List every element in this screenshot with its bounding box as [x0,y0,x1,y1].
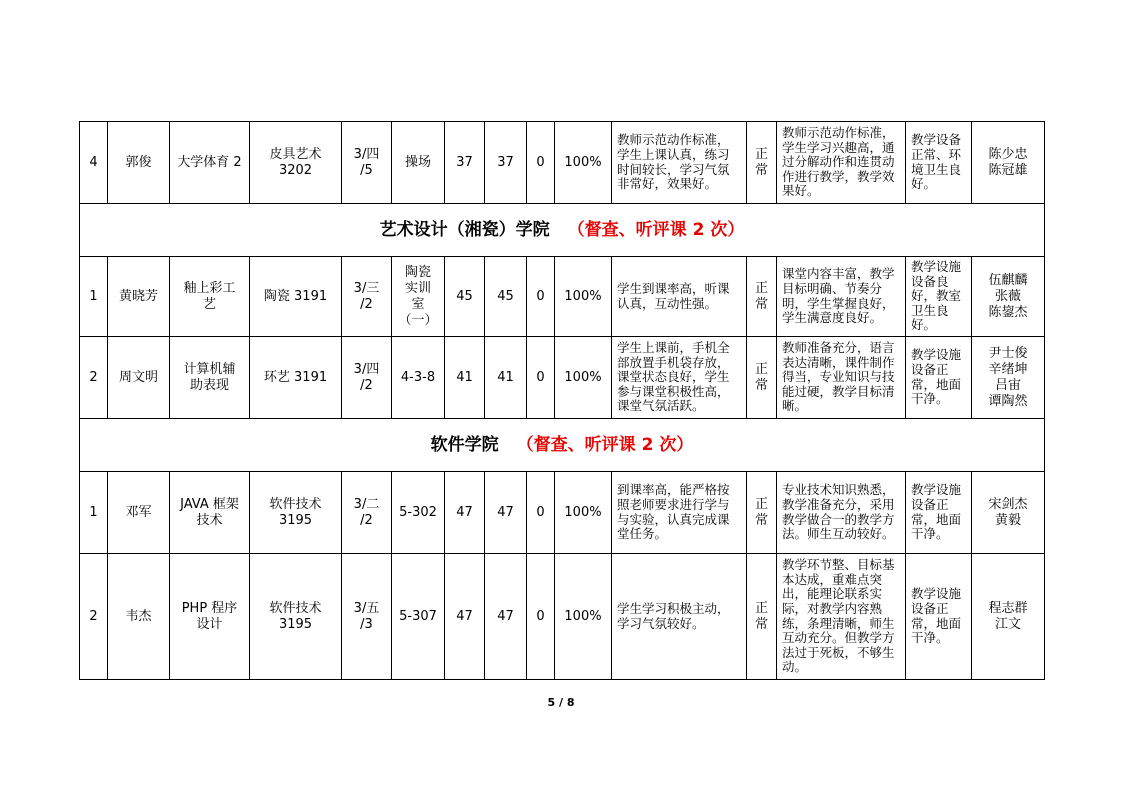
cell-absent: 0 [527,337,555,419]
section-inspection-note: （督查、听评课 2 次） [516,435,694,455]
cell-room: 陶瓷 实训 室 （一） [392,257,445,337]
cell-inspectors: 陈少忠 陈冠雄 [972,122,1045,204]
cell-index: 2 [80,337,108,419]
section-header-row [80,419,1045,472]
cell-attendance-rate: 100% [555,122,612,204]
cell-student-status: 教师示范动作标准，学生上课认真，练习时间较长，学习气氛非常好，效果好。 [612,122,747,204]
cell-absent: 0 [527,554,555,680]
cell-absent: 0 [527,257,555,337]
cell-course: 大学体育 2 [170,122,250,204]
cell-index: 1 [80,472,108,554]
section-college-name: 艺术设计（湘瓷）学院 [379,220,550,240]
cell-course: 计算机辅 助表现 [170,337,250,419]
section-title [80,419,1045,472]
cell-course: JAVA 框架 技术 [170,472,250,554]
table-row [80,257,1045,337]
cell-index: 2 [80,554,108,680]
cell-room: 4-3-8 [392,337,445,419]
cell-enrolled: 47 [445,472,485,554]
cell-index: 4 [80,122,108,204]
cell-inspectors: 程志群 江文 [972,554,1045,680]
inspection-table [79,121,1045,680]
cell-index: 1 [80,257,108,337]
section-title [80,204,1045,257]
cell-class-order: 正 常 [747,337,777,419]
cell-room: 5-302 [392,472,445,554]
cell-teacher: 周文明 [108,337,170,419]
cell-room: 5-307 [392,554,445,680]
cell-teaching-status: 教学环节整、目标基本达成，重难点突出，能理论联系实际，对教学内容熟练，条理清晰，师生互动充分。但教学方法过于死板，不够生动。 [777,554,906,680]
cell-class: 软件技术 3195 [250,554,342,680]
cell-absent: 0 [527,122,555,204]
cell-environment: 教学设施设备正常，地面干净。 [906,337,972,419]
cell-attendance-rate: 100% [555,554,612,680]
cell-environment: 教学设施设备正常，地面干净。 [906,472,972,554]
cell-enrolled: 47 [445,554,485,680]
cell-environment: 教学设备正常、环境卫生良好。 [906,122,972,204]
cell-room: 操场 [392,122,445,204]
cell-student-status: 学生上课前，手机全部放置手机袋存放，课堂状态良好，学生参与课堂积极性高，课堂气氛活跃。 [612,337,747,419]
cell-class: 软件技术 3195 [250,472,342,554]
cell-class-order: 正 常 [747,472,777,554]
cell-student-status: 学生学习积极主动，学习气氛较好。 [612,554,747,680]
cell-attendance-rate: 100% [555,472,612,554]
cell-teacher: 郭俊 [108,122,170,204]
cell-teaching-status: 教师准备充分，语言表达清晰，课件制作得当，专业知识与技能过硬，教学目标清晰。 [777,337,906,419]
cell-inspectors: 宋剑杰 黄毅 [972,472,1045,554]
cell-time: 3/四 /5 [342,122,392,204]
cell-present: 45 [485,257,527,337]
cell-absent: 0 [527,472,555,554]
cell-present: 47 [485,472,527,554]
cell-teacher: 邓军 [108,472,170,554]
cell-time: 3/五 /3 [342,554,392,680]
cell-teaching-status: 专业技术知识熟悉，教学准备充分，采用教学做合一的教学方法。师生互动较好。 [777,472,906,554]
cell-attendance-rate: 100% [555,257,612,337]
cell-class-order: 正 常 [747,554,777,680]
table-row [80,554,1045,680]
cell-course: 釉上彩工 艺 [170,257,250,337]
table-row [80,122,1045,204]
cell-class-order: 正 常 [747,257,777,337]
cell-present: 47 [485,554,527,680]
cell-attendance-rate: 100% [555,337,612,419]
cell-teacher: 韦杰 [108,554,170,680]
cell-class-order: 正 常 [747,122,777,204]
cell-time: 3/三 /2 [342,257,392,337]
cell-class: 皮具艺术 3202 [250,122,342,204]
cell-present: 37 [485,122,527,204]
section-header-row [80,204,1045,257]
cell-student-status: 学生到课率高，听课认真，互动性强。 [612,257,747,337]
cell-class: 环艺 3191 [250,337,342,419]
section-inspection-note: （督查、听评课 2 次） [567,220,745,240]
table-row [80,337,1045,419]
cell-teaching-status: 教师示范动作标准，学生学习兴趣高，通过分解动作和连贯动作进行教学，教学效果好。 [777,122,906,204]
cell-time: 3/四 /2 [342,337,392,419]
cell-teaching-status: 课堂内容丰富，教学目标明确、节奏分明，学生掌握良好，学生满意度良好。 [777,257,906,337]
cell-environment: 教学设施设备正常，地面干净。 [906,554,972,680]
cell-inspectors: 尹士俊 辛绪坤 吕宙 谭陶然 [972,337,1045,419]
cell-present: 41 [485,337,527,419]
cell-course: PHP 程序 设计 [170,554,250,680]
cell-enrolled: 41 [445,337,485,419]
cell-inspectors: 伍麒麟 张薇 陈鋆杰 [972,257,1045,337]
cell-student-status: 到课率高，能严格按照老师要求进行学与与实验，认真完成课堂任务。 [612,472,747,554]
section-college-name: 软件学院 [430,435,499,455]
cell-class: 陶瓷 3191 [250,257,342,337]
cell-time: 3/二 /2 [342,472,392,554]
cell-environment: 教学设施设备良好，教室卫生良好。 [906,257,972,337]
page-number: 5 / 8 [547,696,575,709]
table-row [80,472,1045,554]
cell-teacher: 黄晓芳 [108,257,170,337]
cell-enrolled: 37 [445,122,485,204]
cell-enrolled: 45 [445,257,485,337]
